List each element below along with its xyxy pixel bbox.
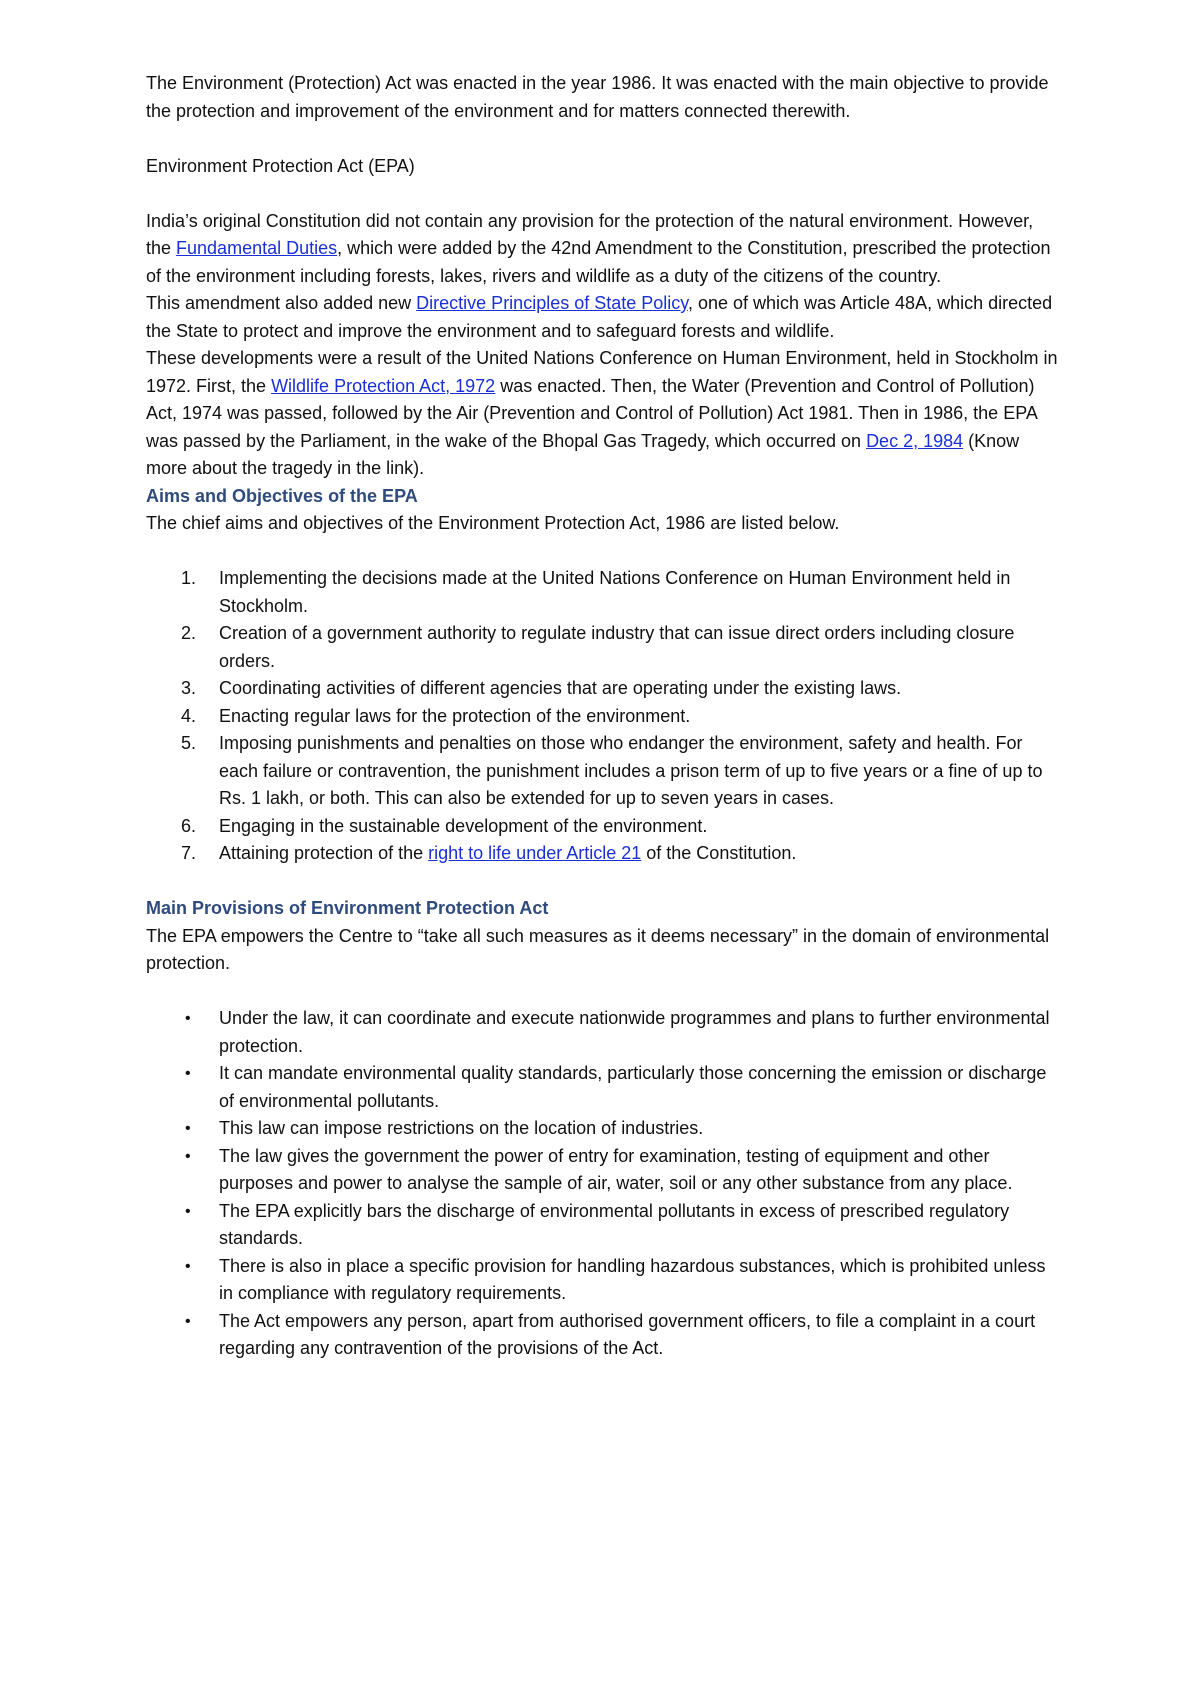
list-number: 1. [181, 568, 197, 588]
list-item-text: This law can impose restrictions on the location of industries. [219, 1118, 704, 1138]
intro-paragraph: The Environment (Protection) Act was enacted in the year 1986. It was enacted with the main objective to provide the protection and improvement of the environment and for matters connected therewith. [146, 73, 1049, 121]
text-span: , one of which was Article 48A, which directed the State to protect and improve the environment and to safeguard forests and wildlife. [146, 293, 1053, 341]
text-span: (Know more about the tragedy in the link). [146, 430, 1020, 478]
list-item-text: Creation of a government authority to regulate industry that can issue direct orders including closure orders. [219, 623, 1015, 671]
text-span: was enacted. Then, the Water (Prevention and Control of Pollution) Act, 1974 was passed, followed by the Air (Prevention and Control of Pollution) Act 1981. Then in 1986, the EPA was passed by the Parliament, in the wake of the Bhopal Gas Tragedy, which occurred on [146, 375, 1037, 451]
list-item [146, 703, 1060, 731]
bullet-icon: • [185, 1312, 191, 1330]
aims-heading: Aims and Objectives of the EPA [146, 485, 418, 506]
epa-title: Environment Protection Act (EPA) [146, 155, 415, 176]
text-span: Attaining protection of the [219, 843, 429, 863]
list-item-text: Coordinating activities of different agencies that are operating under the existing laws. [219, 678, 902, 698]
fundamental-duties-link[interactable]: Fundamental Duties [176, 238, 338, 258]
list-item-text: Under the law, it can coordinate and execute nationwide programmes and plans to further environmental protection. [219, 1008, 1050, 1056]
wildlife-protection-act-link[interactable]: Wildlife Protection Act, 1972 [271, 375, 496, 396]
list-item-text: Imposing punishments and penalties on those who endanger the environment, safety and health. For each failure or contravention, the punishment includes a prison term of up to five years or a fine of up to Rs. 1 lakh, or both. This can also be extended for up to seven years in cases. [219, 733, 1043, 808]
provisions-heading: Main Provisions of Environment Protection Act [146, 898, 549, 918]
text-span: of the Constitution. [641, 843, 797, 863]
bullet-icon: • [185, 1120, 191, 1137]
bullet-icon: • [185, 1147, 191, 1165]
provisions-intro: The EPA empowers the Centre to “take all such measures as it deems necessary” in the domain of environmental protection. [146, 925, 1050, 973]
spacer [146, 125, 1060, 153]
bullet-icon: • [185, 1257, 191, 1275]
list-number: 5. [181, 733, 197, 753]
list-item [146, 620, 1060, 675]
text-span: This amendment also added new [146, 293, 417, 313]
provisions-list [146, 1005, 1060, 1363]
list-item-text: Implementing the decisions made at the United Nations Conference on Human Environment held in Stockholm. [219, 568, 1011, 616]
list-number: 7. [181, 843, 197, 863]
list-item [146, 1308, 1060, 1363]
spacer [146, 978, 1060, 1006]
constitution-paragraph [146, 208, 1060, 291]
list-item [146, 1198, 1060, 1253]
list-item [146, 1005, 1060, 1060]
list-item [146, 730, 1060, 813]
list-item [146, 565, 1060, 620]
amendment-paragraph [146, 290, 1060, 345]
text-span: These developments were a result of the United Nations Conference on Human Environment, held in Stockholm in 1972. First, the [146, 348, 1058, 396]
directive-principles-link[interactable]: Directive Principles of State Policy [416, 293, 688, 313]
list-item [146, 840, 1060, 868]
list-item [146, 675, 1060, 703]
list-item-text: It can mandate environmental quality standards, particularly those concerning the emission or discharge of environmental pollutants. [219, 1063, 1047, 1111]
bullet-icon: • [185, 1202, 191, 1220]
aims-list [146, 565, 1060, 868]
list-item-text: The EPA explicitly bars the discharge of environmental pollutants in excess of prescribed regulatory standards. [219, 1200, 1010, 1248]
text-span: , which were added by the 42nd Amendment to the Constitution, prescribed the protection of the environment including forests, lakes, rivers and wildlife as a duty of the citizens of the country. [146, 238, 1051, 286]
list-number: 3. [181, 678, 197, 698]
list-item-text: The law gives the government the power of entry for examination, testing of equipment and other purposes and power to analyse the sample of air, water, soil or any other substance from any place. [219, 1145, 1013, 1193]
list-item [146, 1115, 1060, 1143]
spacer [146, 538, 1060, 566]
bhopal-date-link[interactable]: Dec 2, 1984 [866, 430, 964, 451]
list-number: 2. [181, 623, 197, 643]
list-number: 6. [181, 815, 197, 836]
list-item-text: Enacting regular laws for the protection of the environment. [219, 705, 691, 726]
developments-paragraph [146, 345, 1060, 483]
aims-intro: The chief aims and objectives of the Environment Protection Act, 1986 are listed below. [146, 513, 840, 533]
list-item [146, 1060, 1060, 1115]
list-item [146, 1143, 1060, 1198]
list-item [146, 813, 1060, 841]
list-item-text: There is also in place a specific provision for handling hazardous substances, which is prohibited unless in compliance with regulatory requirements. [219, 1255, 1046, 1303]
spacer [146, 868, 1060, 896]
text-span: India’s original Constitution did not contain any provision for the protection of the natural environment. However, the [146, 210, 1034, 258]
list-item-text: Engaging in the sustainable development of the environment. [219, 815, 708, 836]
list-number: 4. [181, 705, 197, 726]
bullet-icon: • [185, 1065, 191, 1082]
spacer [146, 180, 1060, 208]
list-item-text: The Act empowers any person, apart from authorised government officers, to file a complaint in a court regarding any contravention of the provisions of the Act. [219, 1310, 1036, 1358]
list-item [146, 1253, 1060, 1308]
bullet-icon: • [185, 1010, 191, 1027]
right-to-life-link[interactable]: right to life under Article 21 [428, 843, 642, 863]
